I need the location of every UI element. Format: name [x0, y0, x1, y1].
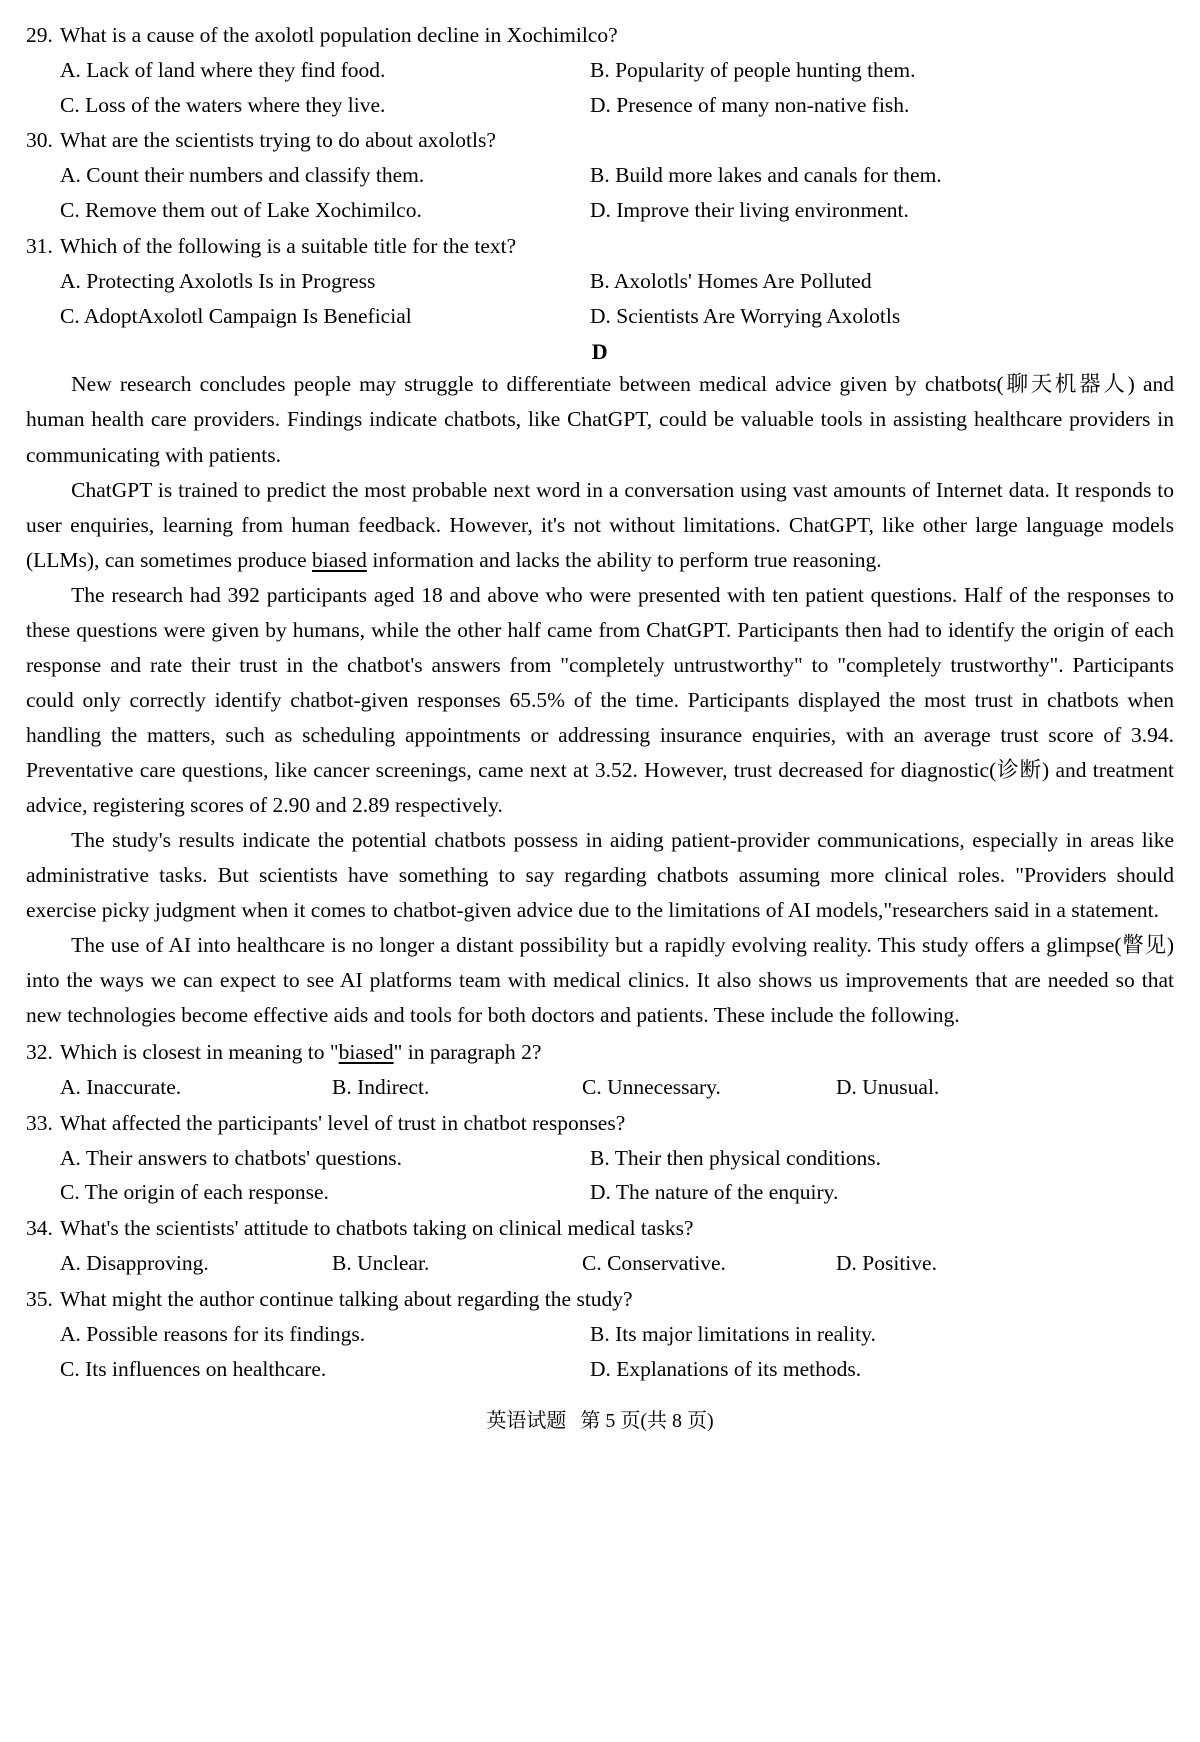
option-d[interactable]: D. Explanations of its methods.: [590, 1356, 862, 1381]
question-number: 34.: [26, 1216, 53, 1241]
option-c[interactable]: C. Loss of the waters where they live.: [60, 92, 386, 117]
passage-paragraph-3: The research had 392 participants aged 18 and above who were presented with ten patient questions. Half of the responses to these questions were given by humans, while the other half came from ChatGPT. Participants then had to identify the origin of each response and rate their trust in the chatbot's answers from "completely untrustworthy" to "completely trustworthy". Participants could only correctly identify chatbot-given responses 65.5% of the time. Participants displayed the most trust in chatbots when handling the matters, such as scheduling appointments or addressing insurance enquiries, with an average trust score of 3.94. Preventative care questions, like cancer screenings, came next at 3.52. However, trust decreased for diagnostic(诊断) and treatment advice, registering scores of 2.90 and 2.89 respectively.: [26, 582, 1174, 817]
option-a[interactable]: A. Count their numbers and classify them.: [60, 163, 425, 188]
option-d[interactable]: D. Improve their living environment.: [590, 198, 909, 223]
option-row: [26, 53, 1174, 88]
question-number: 33.: [26, 1110, 53, 1135]
option-row: [26, 1352, 1174, 1387]
option-b[interactable]: B. Axolotls' Homes Are Polluted: [590, 268, 872, 293]
option-row: [26, 299, 1174, 334]
option-row: [26, 1246, 1174, 1281]
option-a[interactable]: A. Their answers to chatbots' questions.: [60, 1145, 403, 1170]
option-b[interactable]: B. Their then physical conditions.: [590, 1145, 882, 1170]
question-text-post: " in paragraph 2?: [393, 1040, 542, 1065]
option-row: [26, 1317, 1174, 1352]
underlined-word: biased: [312, 547, 367, 572]
question-number: 32.: [26, 1040, 53, 1065]
question-text: What affected the participants' level of trust in chatbot responses?: [60, 1110, 626, 1135]
question-text: What might the author continue talking about regarding the study?: [60, 1286, 633, 1311]
option-b[interactable]: B. Its major limitations in reality.: [590, 1321, 876, 1346]
question-33: [26, 1106, 1174, 1210]
question-number: 31.: [26, 233, 53, 258]
option-c[interactable]: C. Unnecessary.: [582, 1074, 721, 1099]
question-text: Which of the following is a suitable title for the text?: [60, 233, 517, 258]
option-d[interactable]: D. Presence of many non-native fish.: [590, 92, 910, 117]
option-row: [26, 1070, 1174, 1105]
question-text-pre: Which is closest in meaning to ": [60, 1040, 339, 1065]
passage-paragraph-2: ChatGPT is trained to predict the most probable next word in a conversation using vast amounts of Internet data. It responds to user enquiries, learning from human feedback. However, it's not without limitations. ChatGPT, like other large language models (LLMs), can sometimes produce biased information and lacks the ability to perform true reasoning.: [26, 477, 1174, 572]
option-c[interactable]: C. AdoptAxolotl Campaign Is Beneficial: [60, 303, 412, 328]
question-number: 29.: [26, 23, 53, 47]
question-stem: [26, 1035, 1174, 1070]
option-b[interactable]: B. Indirect.: [332, 1074, 430, 1099]
question-stem: [26, 18, 1174, 53]
passage-paragraph-1: New research concludes people may struggle to differentiate between medical advice given by chatbots(聊天机器人) and human health care providers. Findings indicate chatbots, like ChatGPT, could be valuable tools in assisting healthcare providers in communicating with patients.: [26, 372, 1174, 467]
question-text: What is a cause of the axolotl population decline in Xochimilco?: [60, 23, 618, 47]
option-row: [26, 158, 1174, 193]
passage-paragraph-4: The study's results indicate the potential chatbots possess in aiding patient-provider communications, especially in areas like administrative tasks. But scientists have something to say regarding chatbots assuming more clinical roles. "Providers should exercise picky judgment when it comes to chatbot-given advice due to the limitations of AI models,"researchers said in a statement.: [26, 827, 1174, 922]
passage-paragraph-5: The use of AI into healthcare is no longer a distant possibility but a rapidly evolving reality. This study offers a glimpse(瞥见) into the ways we can expect to see AI platforms team with medical clinics. It also shows us improvements that are needed so that new technologies become effective aids and tools for both doctors and patients. These include the following.: [26, 932, 1174, 1028]
page-footer: [26, 1404, 1174, 1433]
underlined-word: biased: [338, 1040, 394, 1065]
question-stem: [26, 1282, 1174, 1317]
option-row: [26, 88, 1174, 123]
question-text: What's the scientists' attitude to chatbots taking on clinical medical tasks?: [60, 1216, 694, 1241]
option-b[interactable]: B. Unclear.: [332, 1251, 430, 1276]
question-stem: [26, 229, 1174, 264]
section-letter: D: [591, 339, 609, 365]
option-c[interactable]: C. Conservative.: [582, 1251, 726, 1276]
question-stem: [26, 123, 1174, 158]
option-c[interactable]: C. Remove them out of Lake Xochimilco.: [60, 198, 422, 223]
option-row: [26, 264, 1174, 299]
option-a[interactable]: A. Protecting Axolotls Is in Progress: [60, 268, 376, 293]
question-34: [26, 1211, 1174, 1281]
option-row: [26, 1141, 1174, 1176]
option-a[interactable]: A. Disapproving.: [60, 1251, 209, 1276]
option-b[interactable]: B. Build more lakes and canals for them.: [590, 163, 942, 188]
question-stem: [26, 1106, 1174, 1141]
option-a[interactable]: A. Inaccurate.: [60, 1074, 182, 1099]
option-d[interactable]: D. Positive.: [836, 1251, 937, 1276]
option-d[interactable]: D. The nature of the enquiry.: [590, 1180, 839, 1205]
option-a[interactable]: A. Lack of land where they find food.: [60, 57, 386, 82]
option-d[interactable]: D. Scientists Are Worrying Axolotls: [590, 303, 901, 328]
question-32: [26, 1035, 1174, 1105]
question-number: 30.: [26, 128, 53, 153]
option-b[interactable]: B. Popularity of people hunting them.: [590, 57, 916, 82]
footer-subject: 英语试题: [486, 1410, 567, 1433]
option-row: [26, 1175, 1174, 1210]
question-31: [26, 229, 1174, 333]
question-number: 35.: [26, 1286, 53, 1311]
option-row: [26, 193, 1174, 228]
option-c[interactable]: C. The origin of each response.: [60, 1180, 329, 1205]
footer-page-number: 第 5 页(共 8 页): [580, 1410, 714, 1433]
question-35: [26, 1282, 1174, 1386]
option-c[interactable]: C. Its influences on healthcare.: [60, 1356, 327, 1381]
option-d[interactable]: D. Unusual.: [836, 1074, 940, 1099]
question-stem: [26, 1211, 1174, 1246]
option-a[interactable]: A. Possible reasons for its findings.: [60, 1321, 366, 1346]
question-30: [26, 123, 1174, 227]
question-text: What are the scientists trying to do about axolotls?: [60, 128, 496, 153]
question-29: [26, 18, 1174, 122]
